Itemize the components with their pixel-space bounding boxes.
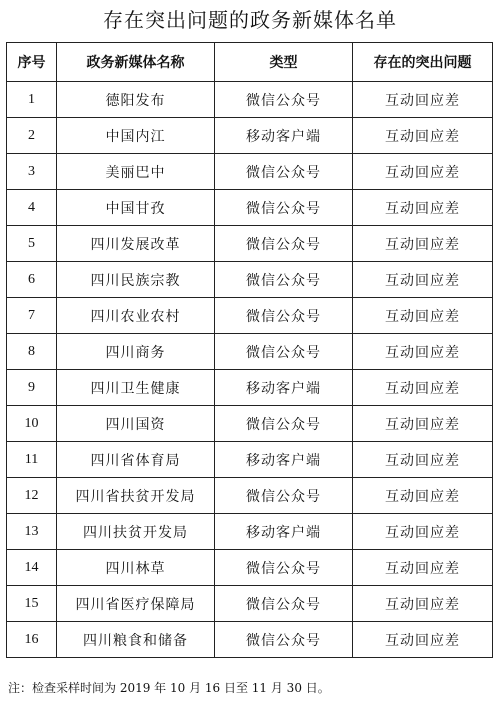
table-row (7, 298, 493, 334)
table-row (7, 226, 493, 262)
sampling-note: 注：检查采样时间为 2019 年 10 月 16 日至 11 月 30 日。 (8, 681, 330, 695)
header-index: 序号 (7, 43, 57, 82)
table-row (7, 442, 493, 478)
cell-issue: 互动回应差 (353, 514, 493, 550)
header-issue: 存在的突出问题 (353, 43, 493, 82)
cell-type: 微信公众号 (215, 154, 353, 190)
cell-index: 1 (7, 82, 57, 118)
cell-type: 移动客户端 (215, 514, 353, 550)
cell-index: 11 (7, 442, 57, 478)
cell-name: 四川卫生健康 (57, 370, 215, 406)
table-row (7, 118, 493, 154)
cell-type: 微信公众号 (215, 406, 353, 442)
cell-type: 移动客户端 (215, 370, 353, 406)
cell-issue: 互动回应差 (353, 118, 493, 154)
cell-name: 四川扶贫开发局 (57, 514, 215, 550)
table-row (7, 262, 493, 298)
cell-issue: 互动回应差 (353, 370, 493, 406)
cell-name: 美丽巴中 (57, 154, 215, 190)
cell-name: 四川农业农村 (57, 298, 215, 334)
cell-type: 微信公众号 (215, 298, 353, 334)
table-row (7, 550, 493, 586)
cell-issue: 互动回应差 (353, 334, 493, 370)
cell-name: 四川省体育局 (57, 442, 215, 478)
document-title: 存在突出问题的政务新媒体名单 (103, 8, 397, 32)
table-row (7, 478, 493, 514)
cell-index: 10 (7, 406, 57, 442)
cell-issue: 互动回应差 (353, 190, 493, 226)
cell-index: 14 (7, 550, 57, 586)
cell-type: 微信公众号 (215, 586, 353, 622)
cell-issue: 互动回应差 (353, 154, 493, 190)
media-list-table (6, 42, 493, 658)
cell-name: 德阳发布 (57, 82, 215, 118)
cell-issue: 互动回应差 (353, 550, 493, 586)
header-type: 类型 (215, 43, 353, 82)
cell-type: 微信公众号 (215, 226, 353, 262)
cell-name: 四川发展改革 (57, 226, 215, 262)
cell-index: 15 (7, 586, 57, 622)
table-row (7, 406, 493, 442)
cell-name: 四川林草 (57, 550, 215, 586)
cell-index: 5 (7, 226, 57, 262)
cell-type: 微信公众号 (215, 262, 353, 298)
cell-type: 微信公众号 (215, 478, 353, 514)
cell-index: 3 (7, 154, 57, 190)
cell-name: 四川民族宗教 (57, 262, 215, 298)
cell-type: 移动客户端 (215, 118, 353, 154)
table-row (7, 190, 493, 226)
cell-type: 移动客户端 (215, 442, 353, 478)
cell-name: 中国内江 (57, 118, 215, 154)
table-row (7, 82, 493, 118)
cell-type: 微信公众号 (215, 82, 353, 118)
cell-issue: 互动回应差 (353, 586, 493, 622)
table-row (7, 370, 493, 406)
cell-name: 四川省医疗保障局 (57, 586, 215, 622)
cell-issue: 互动回应差 (353, 298, 493, 334)
cell-name: 四川粮食和储备 (57, 622, 215, 658)
table-body (7, 82, 493, 658)
cell-issue: 互动回应差 (353, 406, 493, 442)
table-row (7, 334, 493, 370)
header-name: 政务新媒体名称 (57, 43, 215, 82)
cell-type: 微信公众号 (215, 550, 353, 586)
table-row (7, 586, 493, 622)
cell-name: 四川国资 (57, 406, 215, 442)
cell-index: 6 (7, 262, 57, 298)
cell-issue: 互动回应差 (353, 478, 493, 514)
table-row (7, 622, 493, 658)
cell-index: 13 (7, 514, 57, 550)
cell-index: 7 (7, 298, 57, 334)
cell-name: 四川商务 (57, 334, 215, 370)
cell-index: 16 (7, 622, 57, 658)
cell-type: 微信公众号 (215, 334, 353, 370)
cell-index: 9 (7, 370, 57, 406)
table-row (7, 514, 493, 550)
cell-issue: 互动回应差 (353, 622, 493, 658)
cell-issue: 互动回应差 (353, 442, 493, 478)
cell-name: 四川省扶贫开发局 (57, 478, 215, 514)
cell-name: 中国甘孜 (57, 190, 215, 226)
table-row (7, 154, 493, 190)
cell-index: 8 (7, 334, 57, 370)
cell-type: 微信公众号 (215, 622, 353, 658)
cell-type: 微信公众号 (215, 190, 353, 226)
cell-index: 12 (7, 478, 57, 514)
cell-issue: 互动回应差 (353, 262, 493, 298)
cell-index: 2 (7, 118, 57, 154)
cell-issue: 互动回应差 (353, 82, 493, 118)
cell-index: 4 (7, 190, 57, 226)
table-header-row (7, 43, 493, 82)
cell-issue: 互动回应差 (353, 226, 493, 262)
